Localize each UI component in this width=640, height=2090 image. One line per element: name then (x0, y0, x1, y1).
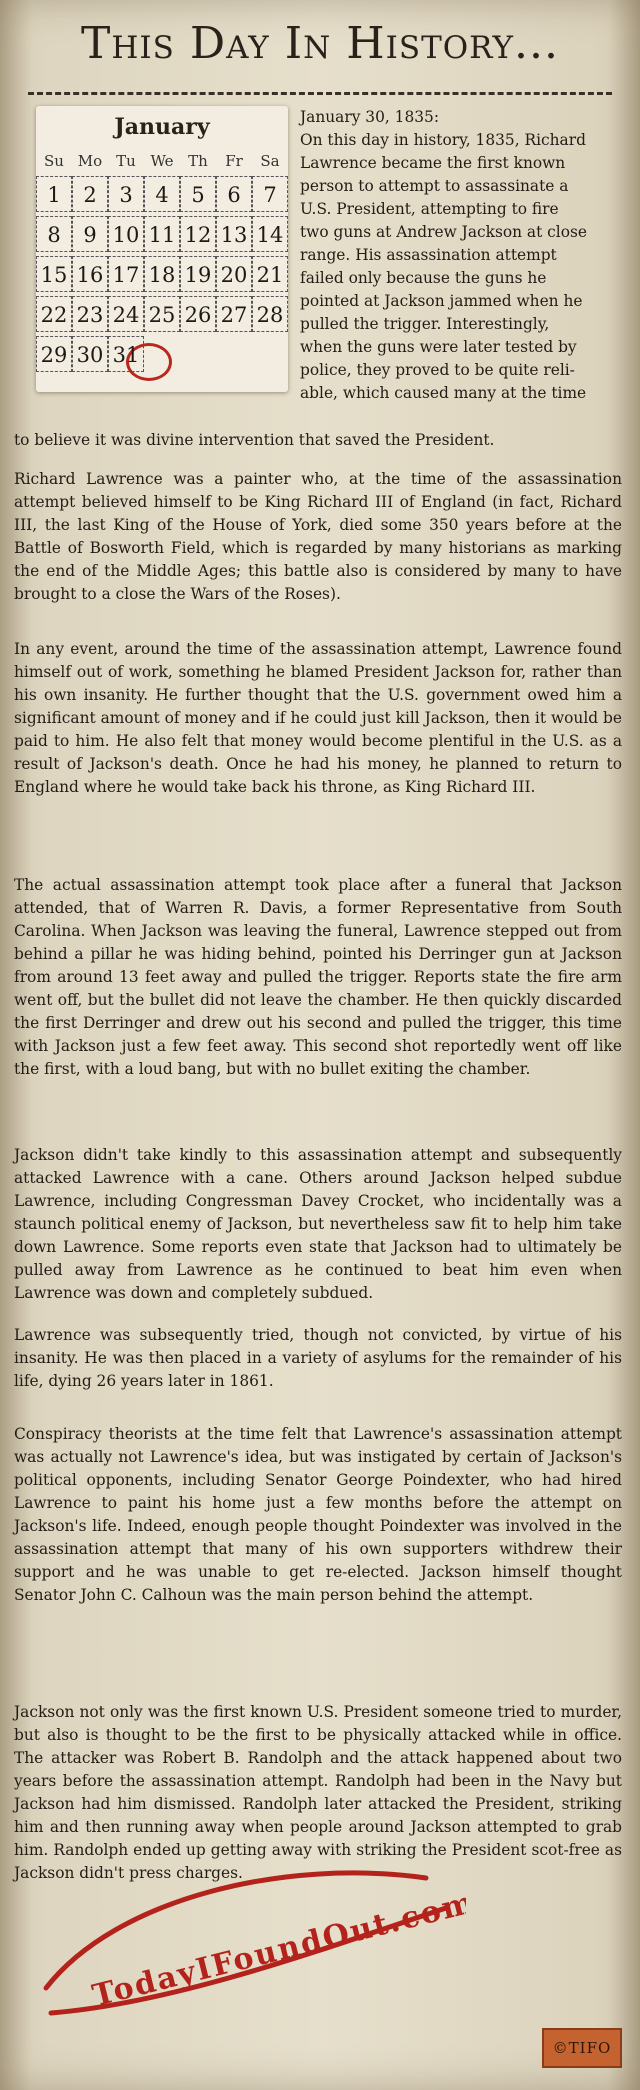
paragraph-7: Jackson not only was the first known U.S. President someone tried to murder, but also is thought to be the first to be physically attacked while in office. The attacker was Robert B. Randolph and the attack happened about two years before the assassination attempt. Randolph had been in the Navy but Jackson had him dismissed. Randolph later attacked the President, striking him and then running away when people around Jackson attempted to grab him. Randolph ended up getting away with striking the President scot-free as Jackson didn't press charges. (14, 1703, 622, 1882)
calendar-month: January (114, 114, 210, 140)
calendar-day: 14 (252, 216, 288, 252)
calendar-day: 7 (252, 176, 288, 212)
calendar-day: 3 (108, 176, 144, 212)
calendar-day: 10 (108, 216, 144, 252)
paragraph-3: The actual assassination attempt took place after a funeral that Jackson attended, that of Warren R. Davis, a former Representative from South Carolina. When Jackson was leaving the funeral, Lawrence stepped out from behind a pillar he was hiding behind, pointed his Derringer gun at Jackson from around 13 feet away and pulled the trigger. Reports state the fire arm went off, but the bullet did not leave the chamber. He then quickly discarded the first Derringer and drew out his second and pulled the trigger, this time with Jackson just a few feet away. This second shot reportedly went off like the first, with a loud bang, but with no bullet exiting the chamber. (14, 876, 622, 1078)
calendar-day: 5 (180, 176, 216, 212)
calendar-day: 8 (36, 216, 72, 252)
calendar-day: 17 (108, 256, 144, 292)
logo-text: TodayIFoundOut.com (89, 1884, 466, 2014)
calendar-day: 1 (36, 176, 72, 212)
calendar-day: 22 (36, 296, 72, 332)
calendar-day: 6 (216, 176, 252, 212)
calendar-day: 25 (144, 296, 180, 332)
weekday-label: Su (44, 152, 64, 170)
intro-side-text: On this day in history, 1835, Richard Lawrence became the first known person to attempt to assassinate a U.S. President, attempting to fire two guns at Andrew Jackson at close range. His assassination attempt failed only because the guns he pointed at Jackson jammed when he pulled the trigger. Interestingly, when the guns were later tested by police, they proved to be quite reli- able, which caused many at the time (300, 131, 587, 402)
tifo-stamp: ©TIFO (542, 2028, 622, 2068)
calendar-day: 26 (180, 296, 216, 332)
calendar-day: 13 (216, 216, 252, 252)
paragraph-5: Lawrence was subsequently tried, though not convicted, by virtue of his insanity. He was then placed in a variety of asylums for the remainder of his life, dying 26 years later in 1861. (14, 1326, 622, 1390)
paragraph-1: Richard Lawrence was a painter who, at the time of the assassination attempt believed himself to be King Richard III of England (in fact, Richard III, the last King of the House of York, died some 350 years before at the Battle of Bosworth Field, which is regarded by many historians as marking the end of the Middle Ages; this battle also is considered by many to have brought to a close the Wars of the Roses). (14, 470, 622, 603)
page-title: This Day In History... (81, 18, 559, 69)
calendar-day: 23 (72, 296, 108, 332)
calendar-day: 2 (72, 176, 108, 212)
calendar-day: 21 (252, 256, 288, 292)
calendar-day: 18 (144, 256, 180, 292)
paragraph-4: Jackson didn't take kindly to this assassination attempt and subsequently attacked Lawrence with a cane. Others around Jackson helped subdue Lawrence, including Congressman Davey Crocket, who incidentally was a staunch political enemy of Jackson, but nevertheless saw fit to help him take down Lawrence. Some reports even state that Jackson had to ultimately be pulled away from Lawrence as he continued to beat him even when Lawrence was down and completely subdued. (14, 1146, 622, 1302)
weekday-label: Th (188, 152, 208, 170)
paragraph-6: Conspiracy theorists at the time felt that Lawrence's assassination attempt was actually not Lawrence's idea, but was instigated by certain of Jackson's political opponents, including Senator George Poindexter, who had hired Lawrence to paint his home just a few months before the attempt on Jackson's life. Indeed, enough people thought Poindexter was involved in the assassination attempt that many of his own supporters withdrew their support and he was unable to get re-elected. Jackson himself thought Senator John C. Calhoun was the main person behind the attempt. (14, 1425, 622, 1604)
calendar-day: 15 (36, 256, 72, 292)
calendar-day: 29 (36, 336, 72, 372)
calendar-day: 31 (108, 336, 144, 372)
calendar-page (36, 106, 288, 392)
calendar-day: 27 (216, 296, 252, 332)
calendar-day: 24 (108, 296, 144, 332)
calendar-day: 28 (252, 296, 288, 332)
weekday-label: Fr (225, 152, 243, 170)
weekday-label: Sa (260, 152, 280, 170)
calendar-day: 4 (144, 176, 180, 212)
weekday-label: We (150, 152, 174, 170)
calendar-day: 19 (180, 256, 216, 292)
weekday-label: Mo (77, 152, 103, 170)
calendar-day: 11 (144, 216, 180, 252)
calendar-day-highlighted: 30 (72, 336, 108, 372)
intro-tail: to believe it was divine intervention that saved the President. (14, 431, 495, 449)
site-logo (26, 1838, 466, 2028)
paragraph-2: In any event, around the time of the assassination attempt, Lawrence found himself out of work, something he blamed President Jackson for, rather than his own insanity. He further thought that the U.S. government owed him a significant amount of money and if he could just kill Jackson, then it would be paid to him. He also felt that money would become plentiful in the U.S. as a result of Jackson's death. Once he had his money, he planned to return to England where he would take back his throne, as King Richard III. (14, 640, 622, 796)
calendar-day: 16 (72, 256, 108, 292)
intro-column (300, 106, 605, 405)
calendar-day: 9 (72, 216, 108, 252)
weekday-label: Tu (116, 152, 136, 170)
title-divider (28, 92, 612, 95)
calendar-day: 20 (216, 256, 252, 292)
calendar-day: 12 (180, 216, 216, 252)
date-line: January 30, 1835: (300, 108, 440, 126)
